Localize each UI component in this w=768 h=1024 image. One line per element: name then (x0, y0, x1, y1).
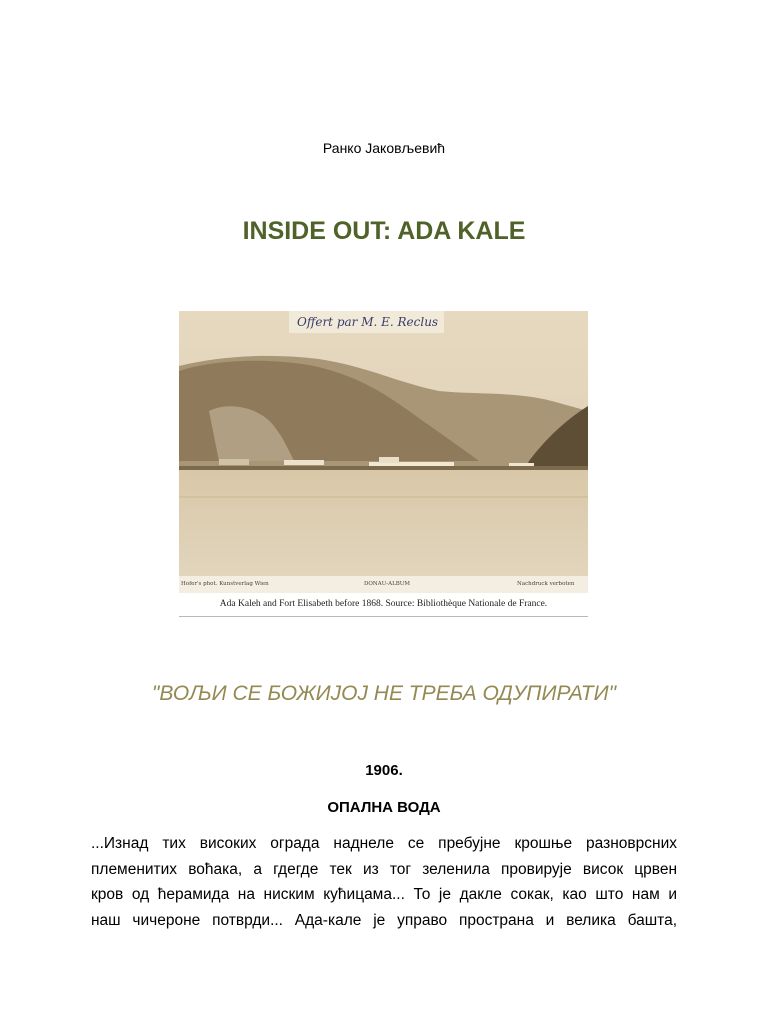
document-title: INSIDE OUT: ADA KALE (242, 217, 526, 245)
historic-photo-figure (179, 311, 588, 619)
paragraph-line: кров од ћерамида на ниским кућицама... То је дакле сокак, као што нам и (91, 886, 677, 903)
section-heading: ОПАЛНА ВОДА (327, 799, 441, 816)
year-heading: 1906. (365, 762, 403, 779)
historic-photo (179, 311, 588, 593)
plate-imprint-left: Hofer's phot. Kunstverlag Wien (181, 581, 269, 587)
paragraph-line: наш чичероне потврди... Ада-кале је управо пространа и велика башта, (91, 911, 677, 929)
caption-divider (179, 616, 588, 617)
photo-caption: Ada Kaleh and Fort Elisabeth before 1868. Source: Bibliothèque Nationale de France. (219, 599, 548, 609)
handwritten-note: Offert par M. E. Reclus (297, 315, 439, 329)
paragraph-line: ...Изнад тих високих ограда наднеле се пребујне крошње разноврсних (91, 835, 677, 852)
epigraph: "ВОЉИ СЕ БОЖИЈОЈ НЕ ТРЕБА ОДУПИРАТИ" (151, 682, 617, 705)
paragraph-line: племенитих воћака, а гдегде тек из тог зеленила провирује висок црвен (91, 860, 677, 878)
body-paragraph (91, 831, 677, 933)
author-name: Ранко Јаковљевић (322, 140, 446, 156)
plate-imprint-right: Nachdruck verboten (517, 581, 575, 587)
plate-imprint-center: DONAU-ALBUM (364, 581, 411, 587)
